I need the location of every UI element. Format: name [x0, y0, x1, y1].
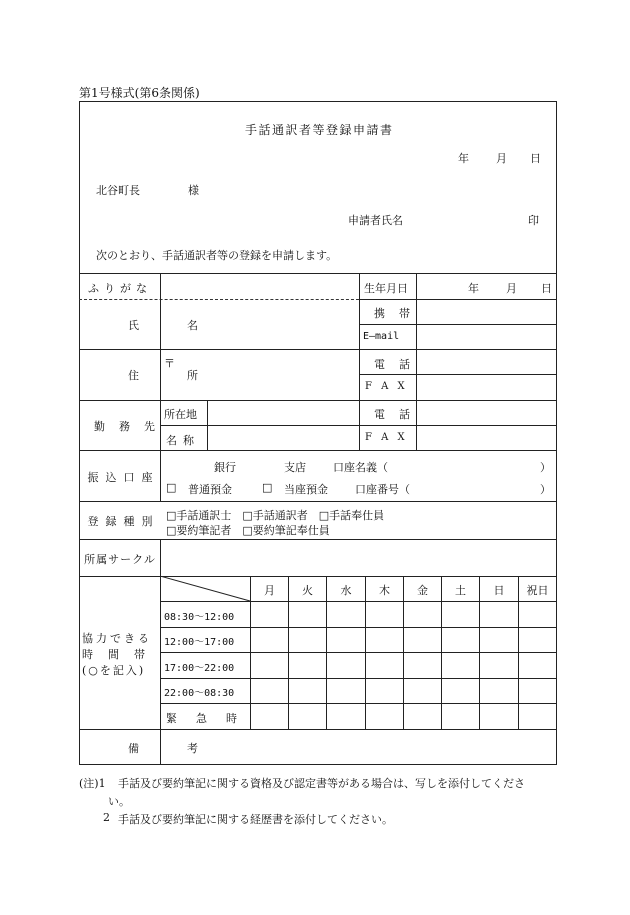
day-wed: 水	[340, 584, 352, 597]
registration-options-1[interactable]: □手話通訳士 □手話通訳者 □手話奉仕員	[166, 509, 385, 522]
schedule-label-2: 時間帯	[82, 648, 160, 661]
mobile-label: 携帯	[374, 307, 424, 320]
name-label: 氏名	[128, 319, 246, 332]
note-2-text: 手話及び要約筆記に関する経歴書を添付してください。	[118, 813, 393, 826]
form-title: 手話通訳者等登録申請書	[245, 123, 394, 137]
birth-month: 月	[506, 282, 517, 295]
date-year: 年	[458, 152, 469, 165]
note-1-line-2: い。	[108, 795, 130, 808]
birthdate-label: 生年月日	[364, 282, 408, 295]
ordinary-deposit-label: 普通預金	[188, 483, 232, 496]
day-fri: 金	[417, 584, 428, 597]
note-1-line-1: 手話及び要約筆記に関する資格及び認定書等がある場合は、写しを添付してくださ	[118, 777, 525, 790]
circle-label: 所属サークル	[84, 553, 156, 566]
seal-mark: 印	[528, 214, 539, 227]
ordinary-checkbox[interactable]: □	[166, 481, 177, 494]
date-month: 月	[496, 152, 507, 165]
workplace-label: 勤務先	[94, 420, 169, 433]
birth-day: 日	[541, 282, 552, 295]
applicant-label: 申請者氏名	[348, 214, 403, 227]
bank-label: 振込口座	[87, 471, 160, 484]
registration-options-2[interactable]: □要約筆記者 □要約筆記奉仕員	[166, 524, 330, 537]
registration-label: 登録種別	[87, 515, 160, 528]
schedule-diagonal	[160, 576, 251, 602]
remarks-label: 備考	[128, 742, 246, 755]
day-holiday: 祝日	[526, 584, 549, 597]
branch-suffix: 支店	[284, 461, 306, 474]
day-thu: 木	[379, 584, 390, 597]
slot-morning: 08:30〜12:00	[164, 612, 235, 623]
email-label: E―mail	[363, 331, 400, 342]
addressee-honorific: 様	[188, 184, 199, 197]
phone-label: 電話	[374, 358, 424, 371]
schedule-label-1: 協力できる	[82, 632, 152, 645]
addressee-name: 北谷町長	[96, 184, 140, 197]
day-sun: 日	[493, 584, 505, 597]
postal-mark: 〒	[164, 357, 175, 370]
slot-night: 22:00〜08:30	[164, 688, 235, 699]
address-label: 住所	[128, 369, 246, 382]
intro-text: 次のとおり、手話通訳者等の登録を申請します。	[96, 249, 338, 262]
current-checkbox[interactable]: □	[262, 481, 273, 494]
bank-name-suffix: 銀行	[214, 461, 236, 474]
slot-emergency: 緊 急 時	[166, 712, 241, 725]
day-sat: 土	[455, 584, 466, 597]
account-number-close: ）	[540, 483, 551, 496]
form-number: 第1号様式(第6条関係)	[79, 86, 200, 100]
birth-year: 年	[468, 282, 479, 295]
date-day: 日	[530, 152, 541, 165]
account-holder-label: 口座名義（	[333, 461, 388, 474]
slot-evening: 17:00〜22:00	[164, 663, 235, 674]
account-number-label: 口座番号（	[355, 483, 410, 496]
work-fax-label: F A X	[365, 432, 408, 443]
slot-afternoon: 12:00〜17:00	[164, 637, 235, 648]
account-holder-close: ）	[540, 461, 551, 474]
schedule-label-3: (○を記入)	[82, 664, 146, 677]
note-2-number: 2	[103, 811, 110, 824]
fax-label: F A X	[365, 381, 408, 392]
notes-prefix: (注)1	[79, 777, 106, 790]
day-tue: 火	[302, 584, 313, 597]
current-deposit-label: 当座預金	[284, 483, 328, 496]
company-name-label: 名称	[166, 434, 200, 447]
location-label: 所在地	[164, 408, 197, 421]
day-mon: 月	[264, 584, 275, 597]
furigana-label: ふりがな	[88, 282, 152, 295]
work-phone-label: 電話	[374, 408, 424, 421]
